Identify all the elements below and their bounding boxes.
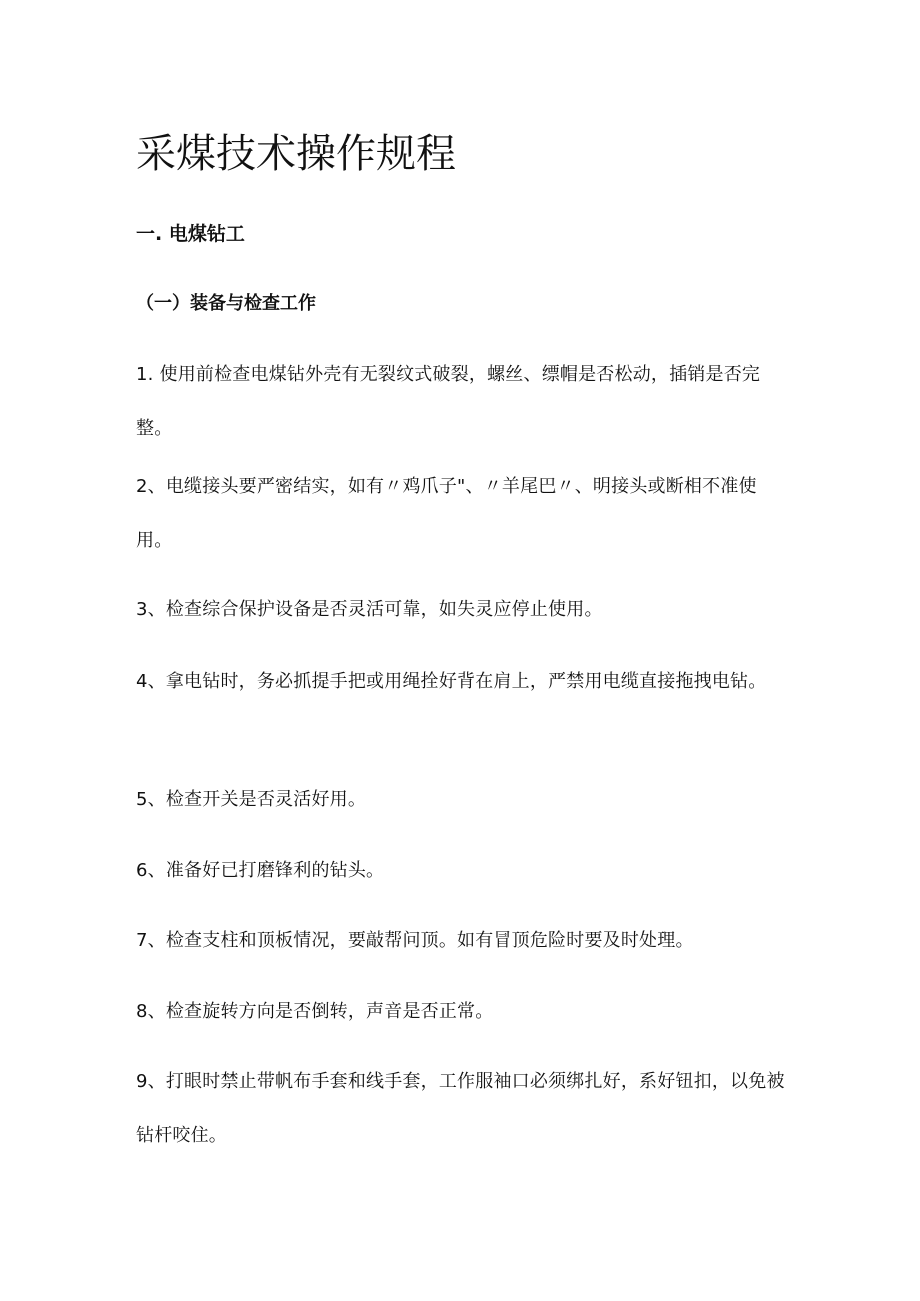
list-item-1: 1. 使用前检查电煤钻外壳有无裂纹式破裂，螺丝、缥帽是否松动，插销是否完整。 bbox=[136, 364, 761, 439]
subsection-heading: （一）装备与检查工作 bbox=[136, 293, 316, 314]
document-title: 采煤技术操作规程 bbox=[136, 131, 456, 177]
list-item-4: 4、拿电钻时，务必抓提手把或用绳拴好背在肩上，严禁用电缆直接拖拽电钻。 bbox=[136, 671, 767, 692]
list-item-3: 3、检查综合保护设备是否灵活可靠，如失灵应停止使用。 bbox=[136, 599, 603, 620]
list-item-8: 8、检查旋转方向是否倒转，声音是否正常。 bbox=[136, 1001, 494, 1022]
list-item-9: 9、打眼时禁止带帆布手套和线手套，工作服袖口必须绑扎好，系好钮扣，以免被钻杆咬住。 bbox=[136, 1071, 785, 1146]
list-item-2: 2、电缆接头要严密结实，如有〃鸡爪子"、〃羊尾巴〃、明接头或断相不准使用。 bbox=[136, 476, 757, 551]
list-item-7: 7、检查支柱和顶板情况，要敲帮问顶。如有冒顶危险时要及时处理。 bbox=[136, 930, 694, 951]
section-heading: 一. 电煤钻工 bbox=[136, 223, 245, 245]
list-item-6: 6、准备好已打磨锋利的钻头。 bbox=[136, 860, 385, 881]
list-item-5: 5、检查开关是否灵活好用。 bbox=[136, 789, 367, 810]
